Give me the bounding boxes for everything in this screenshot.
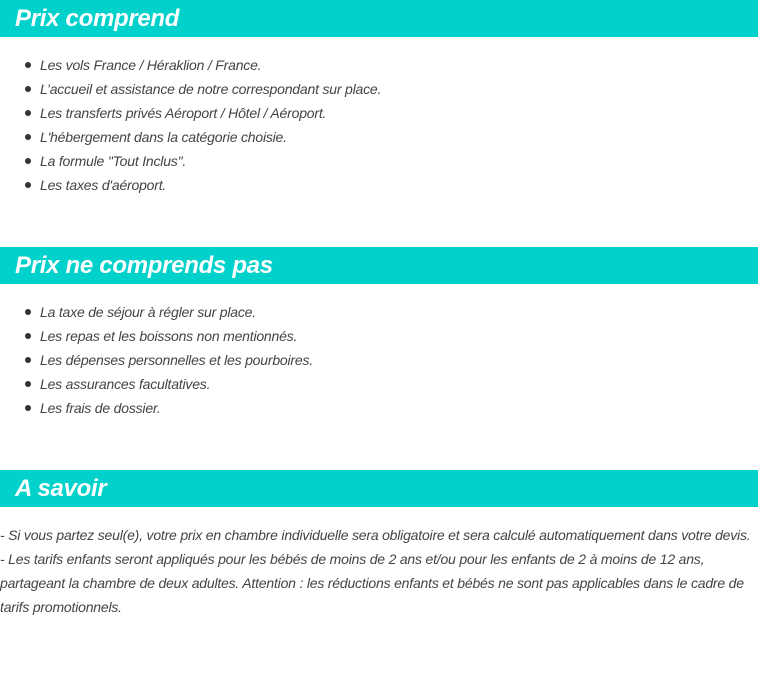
bullet-icon: [25, 86, 31, 92]
section-title: Prix ne comprends pas: [0, 247, 758, 284]
list-item: Les assurances facultatives.: [0, 372, 758, 396]
bullet-icon: [25, 333, 31, 339]
bullet-icon: [25, 309, 31, 315]
section-prix-comprend: [0, 0, 758, 197]
list-item: L’accueil et assistance de notre correspondant sur place.: [0, 77, 758, 101]
section-a-savoir: [0, 470, 758, 619]
list-item: Les transferts privés Aéroport / Hôtel / Aéroport.: [0, 101, 758, 125]
bullet-icon: [25, 182, 31, 188]
bullet-icon: [25, 62, 31, 68]
included-list: [0, 53, 758, 197]
section-title: Prix comprend: [0, 0, 758, 37]
list-item: L'hébergement dans la catégorie choisie.: [0, 125, 758, 149]
list-item: Les repas et les boissons non mentionnés.: [0, 324, 758, 348]
bullet-icon: [25, 381, 31, 387]
section-prix-ne-comprend-pas: [0, 247, 758, 420]
list-item: Les taxes d'aéroport.: [0, 173, 758, 197]
list-item: Les dépenses personnelles et les pourboires.: [0, 348, 758, 372]
bullet-icon: [25, 110, 31, 116]
notes-text: [0, 523, 758, 619]
list-item: La taxe de séjour à régler sur place.: [0, 300, 758, 324]
bullet-icon: [25, 357, 31, 363]
section-title: A savoir: [0, 470, 758, 507]
excluded-list: [0, 300, 758, 420]
list-item: Les frais de dossier.: [0, 396, 758, 420]
bullet-icon: [25, 405, 31, 411]
bullet-icon: [25, 158, 31, 164]
note-paragraph: - Si vous partez seul(e), votre prix en chambre individuelle sera obligatoire et sera calculé automatiquement dans votre devis.: [0, 527, 751, 543]
list-item: La formule "Tout Inclus".: [0, 149, 758, 173]
note-paragraph: - Les tarifs enfants seront appliqués pour les bébés de moins de 2 ans et/ou pour les enfants de 2 à moins de 12 ans, partageant la chambre de deux adultes. Attention : les réductions enfants et bébés ne sont pas applicables dans le cadre de tarifs promotionnels.: [0, 551, 744, 615]
list-item: Les vols France / Héraklion / France.: [0, 53, 758, 77]
bullet-icon: [25, 134, 31, 140]
